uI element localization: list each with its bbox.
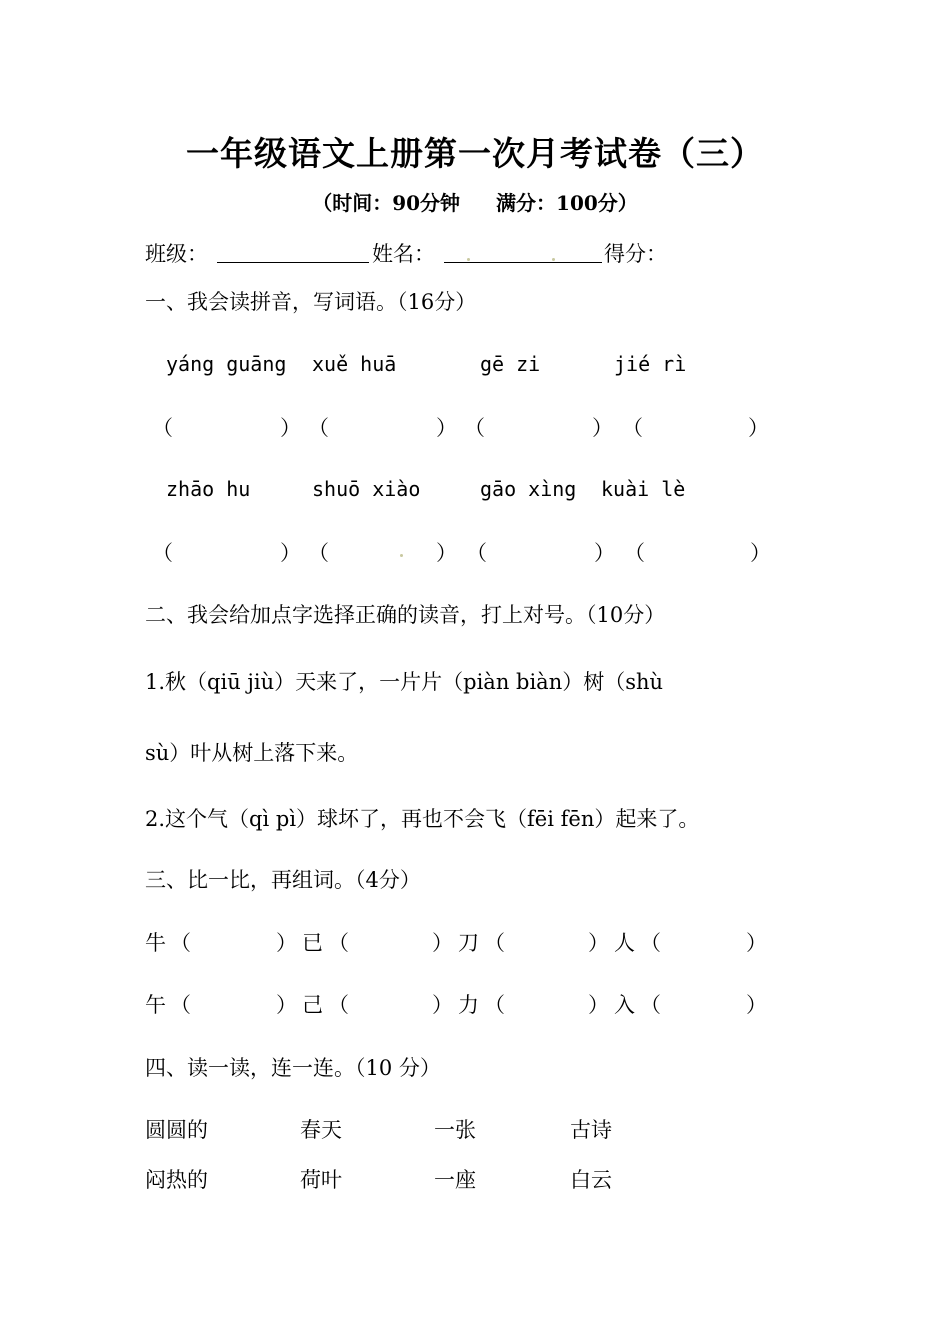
compare-char: 刀 bbox=[458, 931, 479, 955]
answer-open: （ bbox=[464, 416, 485, 440]
section3-heading: 三、比一比，再组词。（4分） bbox=[145, 868, 421, 892]
exam-full-score: 满分：100分 bbox=[496, 191, 618, 215]
match-item[interactable]: 古诗 bbox=[570, 1118, 612, 1142]
pinyin-item: yáng guāng bbox=[166, 352, 287, 376]
answer-close: ） bbox=[592, 416, 613, 440]
subtitle-open: （ bbox=[312, 191, 333, 215]
decor-dot bbox=[552, 258, 555, 261]
answer-close: ） bbox=[276, 931, 297, 955]
answer-close: ） bbox=[436, 541, 457, 565]
answer-open: （ bbox=[484, 993, 505, 1017]
match-item[interactable]: 荷叶 bbox=[300, 1168, 342, 1192]
answer-open: （ bbox=[640, 931, 661, 955]
answer-close: ） bbox=[588, 931, 609, 955]
answer-close: ） bbox=[594, 541, 615, 565]
answer-open: （ bbox=[152, 541, 173, 565]
answer-close: ） bbox=[280, 541, 301, 565]
answer-open: （ bbox=[624, 541, 645, 565]
match-item[interactable]: 闷热的 bbox=[145, 1168, 208, 1192]
answer-close: ） bbox=[280, 416, 301, 440]
pinyin-item: xuě huā bbox=[312, 352, 397, 376]
match-item[interactable]: 圆圆的 bbox=[145, 1118, 208, 1142]
question-1-line1: 1.秋（qiū jiù）天来了，一片片（piàn biàn）树（shù bbox=[145, 670, 664, 694]
subtitle-close: ） bbox=[617, 191, 638, 215]
pinyin-item: gē zi bbox=[480, 352, 541, 376]
answer-open: （ bbox=[328, 993, 349, 1017]
name-field[interactable] bbox=[444, 262, 602, 263]
answer-close: ） bbox=[432, 931, 453, 955]
section2-heading: 二、我会给加点字选择正确的读音，打上对号。（10分） bbox=[145, 603, 666, 627]
decor-dot bbox=[467, 258, 470, 261]
match-item[interactable]: 白云 bbox=[570, 1168, 612, 1192]
compare-char: 午 bbox=[145, 993, 166, 1017]
answer-close: ） bbox=[746, 931, 767, 955]
answer-open: （ bbox=[152, 416, 173, 440]
answer-open: （ bbox=[170, 931, 191, 955]
answer-open: （ bbox=[170, 993, 191, 1017]
section4-heading: 四、读一读，连一连。（10 分） bbox=[145, 1056, 441, 1080]
compare-char: 力 bbox=[458, 993, 479, 1017]
compare-char: 牛 bbox=[145, 931, 166, 955]
answer-open: （ bbox=[308, 416, 329, 440]
match-item[interactable]: 一座 bbox=[434, 1168, 476, 1192]
pinyin-item: zhāo hu bbox=[166, 477, 251, 501]
page-title: 一年级语文上册第一次月考试卷（三） bbox=[186, 134, 764, 173]
exam-time: 时间：90分钟 bbox=[332, 191, 461, 215]
compare-char: 人 bbox=[614, 931, 635, 955]
compare-char: 已 bbox=[302, 931, 323, 955]
pinyin-item: shuō xiào bbox=[312, 477, 421, 501]
answer-open: （ bbox=[640, 993, 661, 1017]
pinyin-item: jié rì bbox=[614, 352, 687, 376]
match-item[interactable]: 一张 bbox=[434, 1118, 476, 1142]
section1-heading: 一、我会读拼音，写词语。（16分） bbox=[145, 290, 477, 314]
answer-open: （ bbox=[308, 541, 329, 565]
class-field[interactable] bbox=[217, 262, 369, 263]
answer-close: ） bbox=[748, 416, 769, 440]
answer-close: ） bbox=[276, 993, 297, 1017]
answer-close: ） bbox=[432, 993, 453, 1017]
class-label: 班级： bbox=[145, 242, 208, 266]
name-label: 姓名： bbox=[372, 242, 435, 266]
match-item[interactable]: 春天 bbox=[300, 1118, 342, 1142]
answer-open: （ bbox=[484, 931, 505, 955]
pinyin-item: kuài lè bbox=[601, 477, 686, 501]
answer-close: ） bbox=[436, 416, 457, 440]
score-label: 得分： bbox=[604, 242, 667, 266]
compare-char: 己 bbox=[302, 993, 323, 1017]
question-2: 2.这个气（qì pì）球坏了，再也不会飞（fēi fēn）起来了。 bbox=[145, 807, 700, 831]
answer-open: （ bbox=[328, 931, 349, 955]
pinyin-item: gāo xìng bbox=[480, 477, 577, 501]
answer-close: ） bbox=[588, 993, 609, 1017]
answer-close: ） bbox=[750, 541, 771, 565]
answer-open: （ bbox=[622, 416, 643, 440]
answer-close: ） bbox=[746, 993, 767, 1017]
decor-dot bbox=[400, 554, 403, 557]
compare-char: 入 bbox=[614, 993, 635, 1017]
answer-open: （ bbox=[466, 541, 487, 565]
question-1-line2: sù）叶从树上落下来。 bbox=[145, 741, 359, 765]
exam-meta bbox=[0, 187, 950, 216]
